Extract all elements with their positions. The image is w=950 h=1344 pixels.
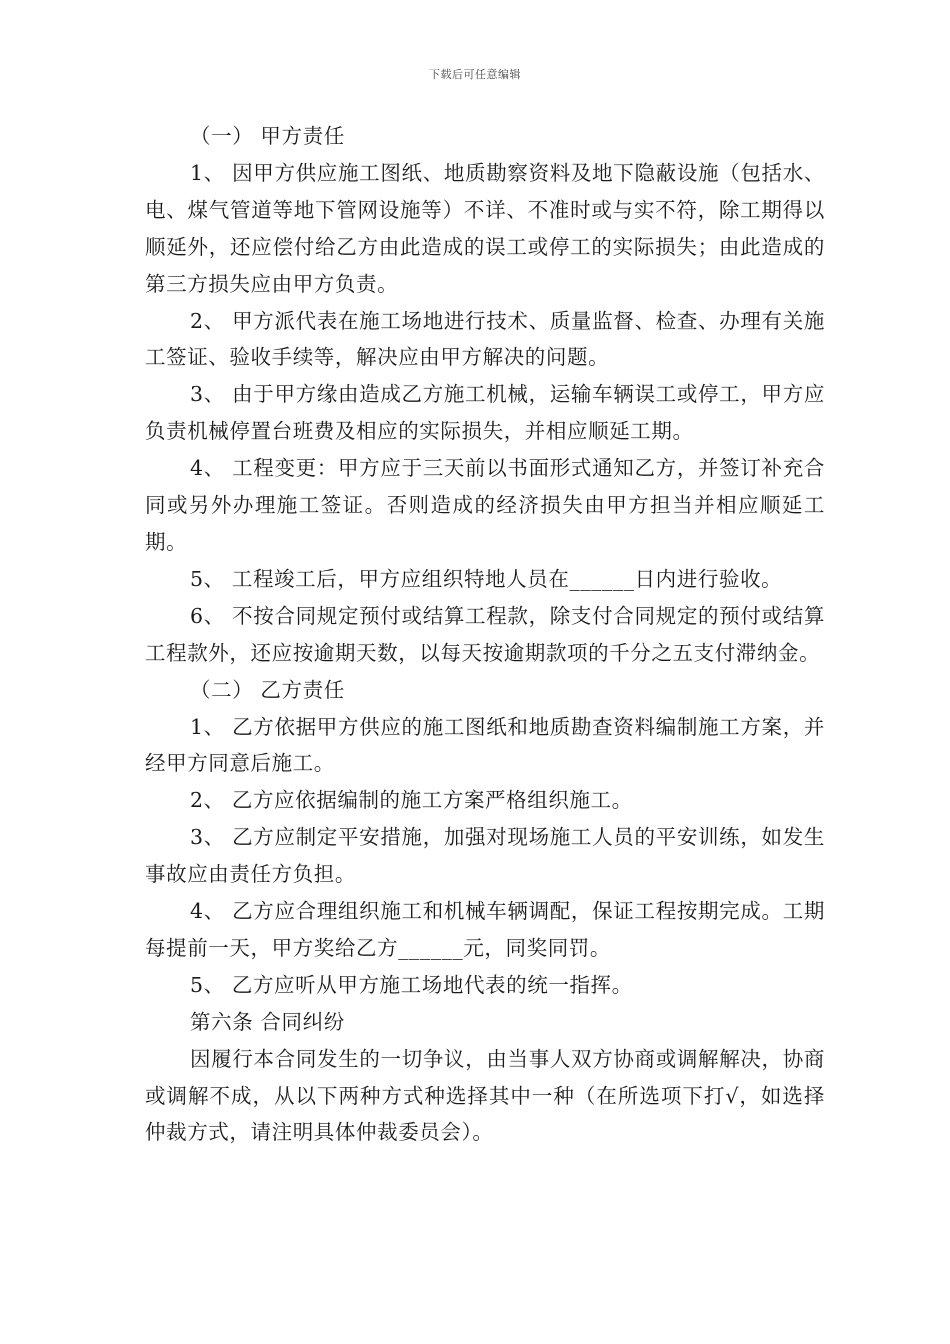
clause-b5: 5、 乙方应听从甲方施工场地代表的统一指挥。 — [190, 972, 633, 997]
clause-a4: 4、 工程变更：甲方应于三天前以书面形式通知乙方，并签订补充合同或另外办理施工签证。否则造成的经济损失由甲方担当并相应顺延工期。 — [145, 456, 825, 554]
clause-a5-blank: ______ — [569, 566, 635, 591]
clause-b3: 3、 乙方应制定平安措施，加强对现场施工人员的平安训练，如发生事故应由责任方负担。 — [145, 825, 825, 887]
article-six-heading: 第六条 合同纠纷 — [190, 1009, 345, 1034]
clause-a5-text-before: 5、 工程竣工后，甲方应组织特地人员在 — [190, 566, 570, 591]
clause-b4-text-after: 元，同奖同罚。 — [463, 935, 612, 960]
clause-b4-blank: ______ — [398, 935, 464, 960]
clause-b4 — [145, 893, 825, 967]
clause-a2: 2、 甲方派代表在施工场地进行技术、质量监督、检查、办理有关施工签证、验收手续等，解决应由甲方解决的问题。 — [145, 308, 825, 370]
page-header: 下载后可任意编辑 — [429, 68, 521, 81]
clause-a6: 6、 不按合同规定预付或结算工程款，除支付合同规定的预付或结算工程款外，还应按逾期天数，以每天按逾期款项的千分之五支付滞纳金。 — [145, 603, 825, 665]
clause-a1: 1、 因甲方供应施工图纸、地质勘察资料及地下隐蔽设施（包括水、电、煤气管道等地下管网设施等）不详、不准时或与实不符，除工期得以顺延外，还应偿付给乙方由此造成的误工或停工的实际损失；由此造成的第三方损失应由甲方负责。 — [145, 160, 825, 296]
clause-b2: 2、 乙方应依据编制的施工方案严格组织施工。 — [190, 788, 633, 813]
clause-a3: 3、 由于甲方缘由造成乙方施工机械，运输车辆误工或停工，甲方应负责机械停置台班费及相应的实际损失，并相应顺延工期。 — [145, 382, 825, 444]
clause-a5-text-after: 日内进行验收。 — [634, 566, 783, 591]
section-heading-party-a: （一） 甲方责任 — [190, 124, 345, 148]
section-heading-party-b: （二） 乙方责任 — [190, 677, 345, 702]
clause-a5 — [145, 561, 825, 598]
clause-b1: 1、 乙方依据甲方供应的施工图纸和地质勘查资料编制施工方案，并经甲方同意后施工。 — [145, 714, 825, 776]
article-six-clause: 因履行本合同发生的一切争议，由当事人双方协商或调解解决，协商或调解不成，从以下两种方式种选择其中一种（在所选项下打√，如选择仲裁方式，请注明具体仲裁委员会）。 — [145, 1046, 825, 1145]
clause-b4-text-before: 4、 乙方应合理组织施工和机械车辆调配，保证工程按期完成。工期每提前一天，甲方奖给乙方 — [145, 899, 825, 960]
document-body — [145, 118, 825, 1151]
